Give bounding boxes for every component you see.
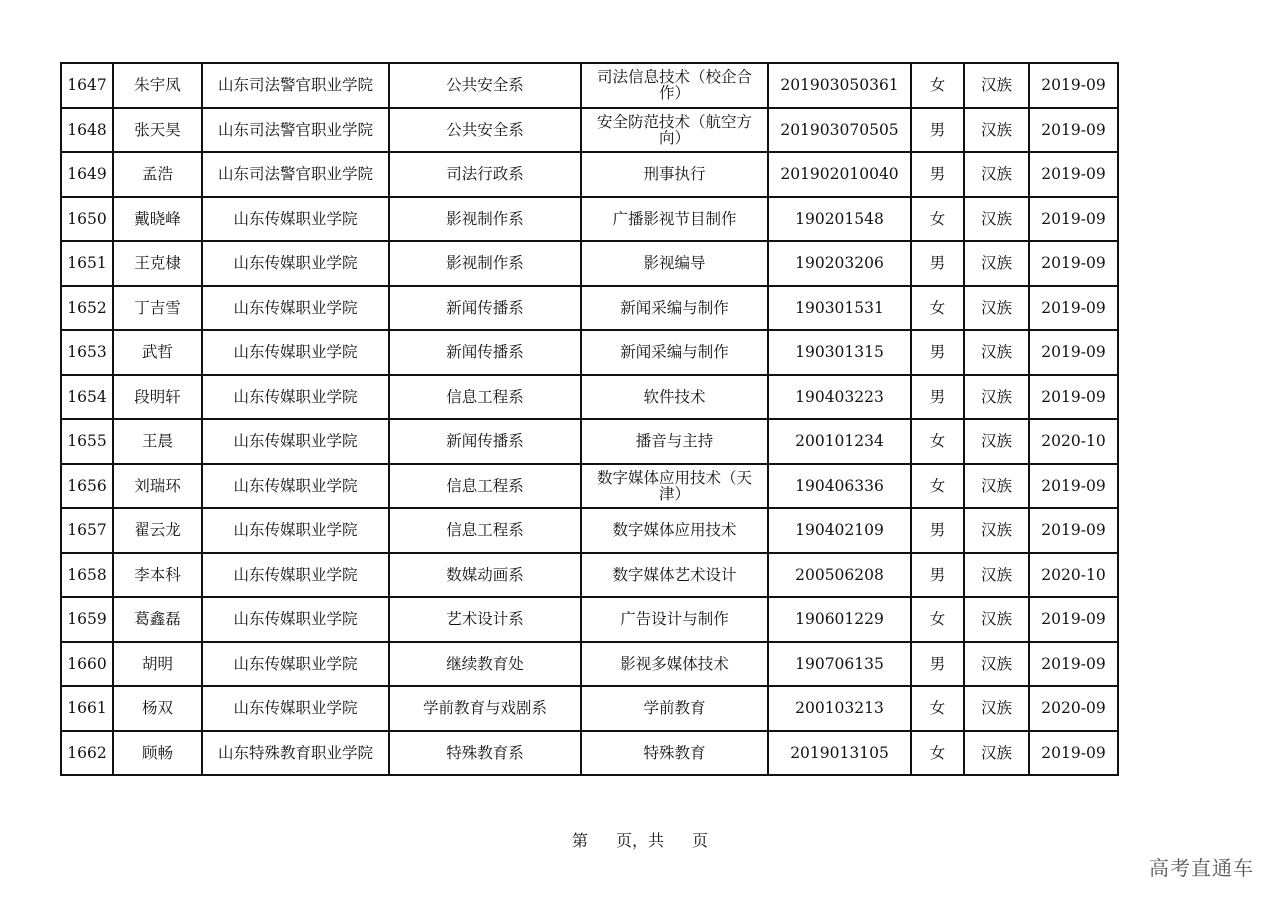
cell-name: 杨双 (113, 686, 202, 731)
cell-ethnicity: 汉族 (964, 63, 1029, 108)
cell-ethnicity: 汉族 (964, 597, 1029, 642)
cell-school: 山东传媒职业学院 (202, 197, 389, 242)
cell-name: 丁吉雪 (113, 286, 202, 331)
cell-ethnicity: 汉族 (964, 375, 1029, 420)
table-row (61, 686, 1118, 731)
cell-ethnicity: 汉族 (964, 108, 1029, 153)
cell-department: 艺术设计系 (389, 597, 581, 642)
cell-major: 广播影视节目制作 (581, 197, 768, 242)
cell-student-id: 200101234 (768, 419, 911, 464)
cell-gender: 女 (911, 419, 964, 464)
cell-department: 特殊教育系 (389, 731, 581, 776)
cell-index: 1662 (61, 731, 113, 776)
cell-gender: 男 (911, 508, 964, 553)
cell-gender: 女 (911, 286, 964, 331)
cell-name: 戴晓峰 (113, 197, 202, 242)
cell-index: 1660 (61, 642, 113, 687)
cell-major: 广告设计与制作 (581, 597, 768, 642)
cell-school: 山东传媒职业学院 (202, 330, 389, 375)
table-row (61, 642, 1118, 687)
cell-major: 学前教育 (581, 686, 768, 731)
footer-of-label: 页，共 (615, 831, 664, 850)
cell-enroll-date: 2019-09 (1029, 642, 1118, 687)
cell-school: 山东传媒职业学院 (202, 419, 389, 464)
cell-ethnicity: 汉族 (964, 731, 1029, 776)
cell-school: 山东传媒职业学院 (202, 375, 389, 420)
cell-enroll-date: 2019-09 (1029, 241, 1118, 286)
cell-department: 司法行政系 (389, 152, 581, 197)
cell-ethnicity: 汉族 (964, 642, 1029, 687)
cell-department: 学前教育与戏剧系 (389, 686, 581, 731)
cell-gender: 女 (911, 731, 964, 776)
cell-major: 新闻采编与制作 (581, 330, 768, 375)
cell-gender: 女 (911, 63, 964, 108)
cell-ethnicity: 汉族 (964, 686, 1029, 731)
cell-major: 影视多媒体技术 (581, 642, 768, 687)
cell-name: 顾畅 (113, 731, 202, 776)
cell-gender: 男 (911, 152, 964, 197)
cell-department: 新闻传播系 (389, 330, 581, 375)
cell-major: 特殊教育 (581, 731, 768, 776)
cell-gender: 男 (911, 330, 964, 375)
cell-school: 山东传媒职业学院 (202, 508, 389, 553)
table-row (61, 731, 1118, 776)
cell-index: 1654 (61, 375, 113, 420)
cell-name: 王晨 (113, 419, 202, 464)
cell-index: 1649 (61, 152, 113, 197)
cell-enroll-date: 2019-09 (1029, 152, 1118, 197)
cell-gender: 女 (911, 464, 964, 509)
cell-student-id: 190601229 (768, 597, 911, 642)
cell-ethnicity: 汉族 (964, 508, 1029, 553)
cell-school: 山东司法警官职业学院 (202, 108, 389, 153)
cell-name: 翟云龙 (113, 508, 202, 553)
table-row (61, 108, 1118, 153)
cell-gender: 男 (911, 241, 964, 286)
cell-department: 信息工程系 (389, 464, 581, 509)
cell-index: 1648 (61, 108, 113, 153)
cell-major: 数字媒体艺术设计 (581, 553, 768, 598)
cell-name: 朱宇凤 (113, 63, 202, 108)
cell-ethnicity: 汉族 (964, 553, 1029, 598)
table-row (61, 375, 1118, 420)
cell-enroll-date: 2020-10 (1029, 553, 1118, 598)
cell-department: 公共安全系 (389, 108, 581, 153)
cell-school: 山东司法警官职业学院 (202, 152, 389, 197)
cell-enroll-date: 2020-10 (1029, 419, 1118, 464)
cell-department: 信息工程系 (389, 508, 581, 553)
cell-index: 1657 (61, 508, 113, 553)
cell-name: 胡明 (113, 642, 202, 687)
cell-index: 1655 (61, 419, 113, 464)
cell-name: 王克棣 (113, 241, 202, 286)
cell-department: 公共安全系 (389, 63, 581, 108)
cell-enroll-date: 2019-09 (1029, 731, 1118, 776)
cell-index: 1658 (61, 553, 113, 598)
cell-gender: 女 (911, 197, 964, 242)
table-row (61, 330, 1118, 375)
cell-department: 新闻传播系 (389, 286, 581, 331)
cell-enroll-date: 2019-09 (1029, 286, 1118, 331)
cell-student-id: 190402109 (768, 508, 911, 553)
cell-major: 影视编导 (581, 241, 768, 286)
cell-department: 新闻传播系 (389, 419, 581, 464)
cell-name: 武哲 (113, 330, 202, 375)
cell-student-id: 190403223 (768, 375, 911, 420)
cell-enroll-date: 2019-09 (1029, 330, 1118, 375)
cell-name: 葛鑫磊 (113, 597, 202, 642)
cell-school: 山东司法警官职业学院 (202, 63, 389, 108)
cell-school: 山东传媒职业学院 (202, 286, 389, 331)
cell-school: 山东传媒职业学院 (202, 553, 389, 598)
cell-enroll-date: 2019-09 (1029, 375, 1118, 420)
cell-ethnicity: 汉族 (964, 197, 1029, 242)
table-row (61, 553, 1118, 598)
table-row (61, 63, 1118, 108)
cell-student-id: 200103213 (768, 686, 911, 731)
table-row (61, 419, 1118, 464)
cell-school: 山东传媒职业学院 (202, 642, 389, 687)
table-row (61, 286, 1118, 331)
table-body (61, 63, 1118, 775)
cell-ethnicity: 汉族 (964, 464, 1029, 509)
table-row (61, 241, 1118, 286)
cell-student-id: 190203206 (768, 241, 911, 286)
cell-index: 1652 (61, 286, 113, 331)
cell-index: 1653 (61, 330, 113, 375)
cell-student-id: 200506208 (768, 553, 911, 598)
cell-department: 继续教育处 (389, 642, 581, 687)
cell-ethnicity: 汉族 (964, 241, 1029, 286)
cell-school: 山东特殊教育职业学院 (202, 731, 389, 776)
cell-name: 李本科 (113, 553, 202, 598)
table-row (61, 464, 1118, 509)
cell-major: 司法信息技术（校企合作） (581, 63, 768, 108)
cell-enroll-date: 2019-09 (1029, 197, 1118, 242)
cell-student-id: 190706135 (768, 642, 911, 687)
cell-department: 影视制作系 (389, 197, 581, 242)
page-footer (0, 828, 1280, 851)
cell-ethnicity: 汉族 (964, 286, 1029, 331)
cell-student-id: 201902010040 (768, 152, 911, 197)
cell-index: 1650 (61, 197, 113, 242)
student-table (60, 62, 1119, 776)
cell-department: 影视制作系 (389, 241, 581, 286)
footer-total-label: 页 (692, 831, 709, 850)
cell-major: 播音与主持 (581, 419, 768, 464)
cell-gender: 男 (911, 375, 964, 420)
cell-enroll-date: 2019-09 (1029, 464, 1118, 509)
cell-school: 山东传媒职业学院 (202, 686, 389, 731)
cell-major: 刑事执行 (581, 152, 768, 197)
cell-index: 1651 (61, 241, 113, 286)
watermark: 高考直通车 (1149, 856, 1254, 880)
cell-gender: 男 (911, 553, 964, 598)
cell-name: 张天昊 (113, 108, 202, 153)
cell-major: 新闻采编与制作 (581, 286, 768, 331)
cell-gender: 女 (911, 597, 964, 642)
table-row (61, 597, 1118, 642)
cell-school: 山东传媒职业学院 (202, 241, 389, 286)
cell-student-id: 190301531 (768, 286, 911, 331)
cell-major: 安全防范技术（航空方向） (581, 108, 768, 153)
cell-enroll-date: 2019-09 (1029, 508, 1118, 553)
cell-department: 信息工程系 (389, 375, 581, 420)
cell-name: 刘瑞环 (113, 464, 202, 509)
cell-gender: 男 (911, 108, 964, 153)
cell-gender: 男 (911, 642, 964, 687)
cell-ethnicity: 汉族 (964, 152, 1029, 197)
cell-student-id: 190301315 (768, 330, 911, 375)
cell-index: 1656 (61, 464, 113, 509)
cell-enroll-date: 2019-09 (1029, 63, 1118, 108)
cell-ethnicity: 汉族 (964, 419, 1029, 464)
cell-school: 山东传媒职业学院 (202, 464, 389, 509)
cell-gender: 女 (911, 686, 964, 731)
cell-student-id: 190406336 (768, 464, 911, 509)
cell-index: 1659 (61, 597, 113, 642)
cell-enroll-date: 2019-09 (1029, 108, 1118, 153)
cell-student-id: 190201548 (768, 197, 911, 242)
cell-school: 山东传媒职业学院 (202, 597, 389, 642)
cell-student-id: 201903070505 (768, 108, 911, 153)
cell-major: 数字媒体应用技术 (581, 508, 768, 553)
cell-index: 1661 (61, 686, 113, 731)
cell-major: 数字媒体应用技术（天津） (581, 464, 768, 509)
table-row (61, 508, 1118, 553)
cell-enroll-date: 2020-09 (1029, 686, 1118, 731)
table-row (61, 152, 1118, 197)
cell-enroll-date: 2019-09 (1029, 597, 1118, 642)
cell-name: 段明轩 (113, 375, 202, 420)
cell-major: 软件技术 (581, 375, 768, 420)
cell-student-id: 201903050361 (768, 63, 911, 108)
cell-student-id: 2019013105 (768, 731, 911, 776)
footer-page-label: 第 (571, 831, 588, 850)
table-row (61, 197, 1118, 242)
cell-ethnicity: 汉族 (964, 330, 1029, 375)
cell-name: 孟浩 (113, 152, 202, 197)
cell-department: 数媒动画系 (389, 553, 581, 598)
cell-index: 1647 (61, 63, 113, 108)
